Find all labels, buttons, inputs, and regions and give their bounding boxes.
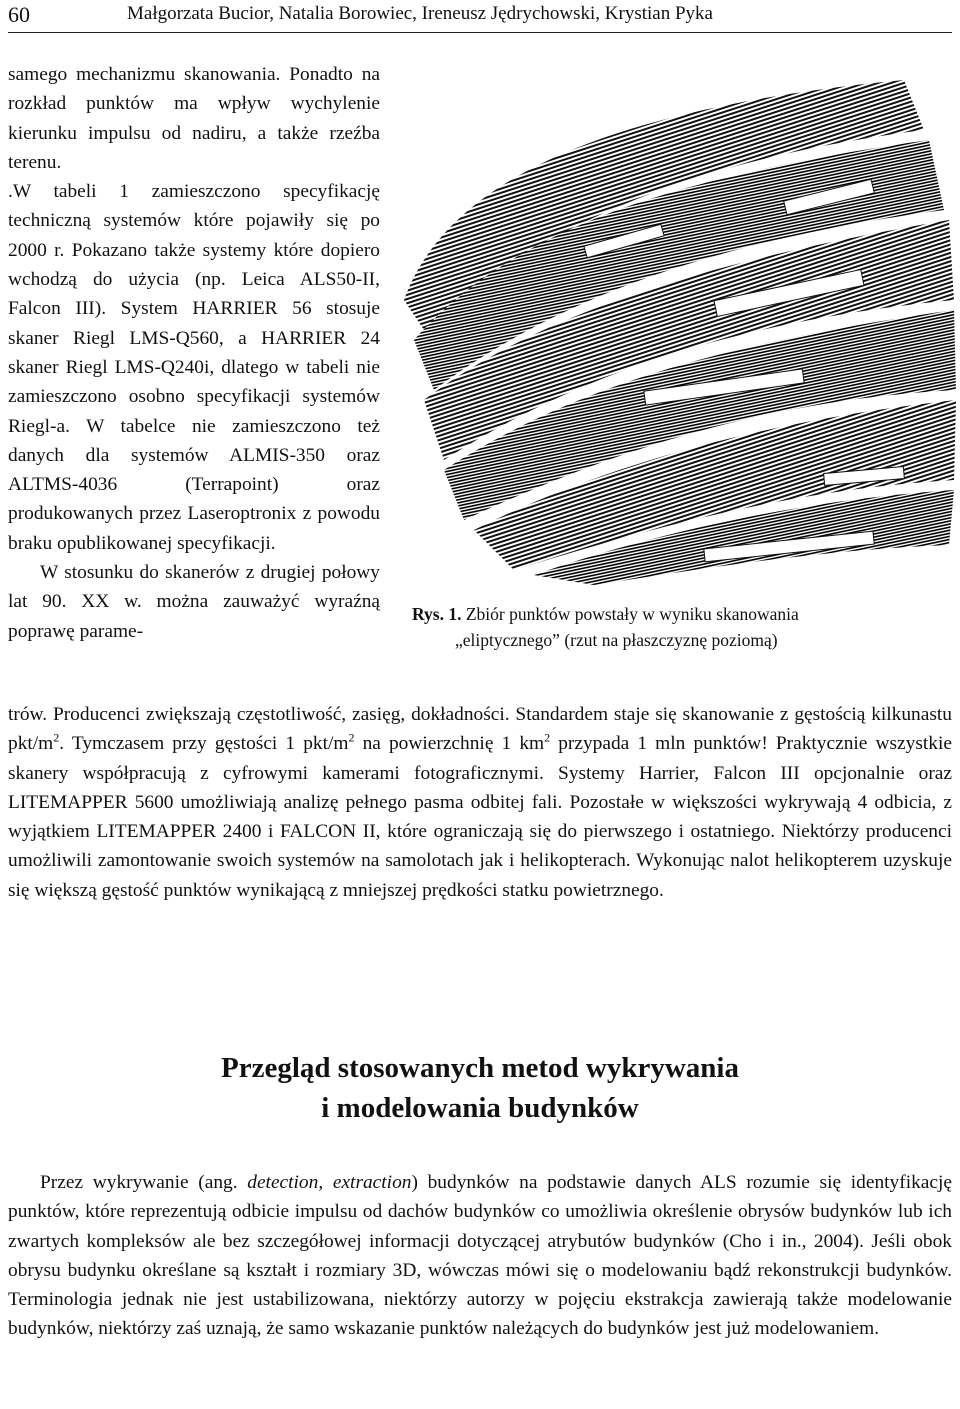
full-width-paragraph (8, 700, 952, 905)
figure-caption (412, 601, 932, 653)
figure-label: Rys. 1. (412, 604, 462, 624)
paragraph: samego mechanizmu skanowania. Ponadto na rozkład punktów ma wpływ wychylenie kierunku impulsu od nadiru, a także rzeźba terenu. (8, 64, 380, 173)
page-number: 60 (8, 2, 30, 27)
heading-line-1: Przegląd stosowanych metod wykrywania (221, 1052, 739, 1084)
caption-line-1: Zbiór punktów powstały w wyniku skanowania (465, 604, 799, 624)
left-column-text (8, 60, 380, 646)
superscript: 2 (544, 730, 551, 745)
text-span: ) budynków na podstawie danych ALS rozumie się identyfikację punktów, które reprezentują odbicie impulsu od dachów budynków co umożliwia określenie obrysów budynków lub ich zwartych kompleksów ale bez szczegółowej informacji dotyczącej atrybutów budynków (Cho i in., 2004). Jeśli obok obrysu budynku określane są kształt i rozmiary 3D, wówczas mówi się o modelowaniu bądź rekonstrukcji budynków. Terminologia jednak nie jest ustabilizowana, niektórzy autorzy w pojęciu ekstrakcja zawierają także modelowanie budynków, niektórzy zaś uznają, że samo wskazanie punktów należących do budynków jest już modelowaniem. (8, 1172, 952, 1340)
header-rule (8, 32, 952, 33)
text-span: na powierzchnię 1 km (354, 733, 545, 755)
point-cloud-figure (384, 70, 958, 590)
text-span: Przez wykrywanie (ang. (40, 1172, 248, 1193)
text-span: trów. Producenci zwiększają częstotliwość, zasięg, dokładności. Standardem staje się skanowanie z gęstością kilkunastu pkt/m (8, 704, 952, 755)
running-header-authors: Małgorzata Bucior, Natalia Borowiec, Ireneusz Jędrychowski, Krystian Pyka (127, 3, 713, 24)
superscript: 2 (53, 730, 60, 745)
superscript: 2 (348, 730, 355, 745)
text-span: przypada 1 mln punktów! Praktycznie wszystkie skanery współpracują z cyfrowymi kamerami fotograficznymi. Systemy Harrier, Falcon III opcjonalnie oraz LITEMAPPER 5600 umożliwiają analizę pełnego pasma odbitej fali. Pozostałe w większości wykrywają 4 odbicia, z wyjątkiem LITEMAPPER 2400 i FALCON II, które ograniczają się do pierwszego i ostatniego. Niektórzy producenci umożliwili zamontowanie swoich systemów na samolotach jak i helikopterach. Wykonując nalot helikopterem uzyskuje się większą gęstość punktów wynikającą z mniejszej prędkości statku powietrznego. (8, 733, 952, 901)
scan-strips (404, 80, 956, 585)
italic-term: detection, extraction (247, 1172, 412, 1193)
section-heading (0, 1048, 960, 1128)
caption-line-2: „eliptycznego” (rzut na płaszczyznę poziomą) (455, 630, 778, 650)
paragraph: .W tabeli 1 zamieszczono specyfikację techniczną systemów które pojawiły się po 2000 r. Pokazano także systemy które dopiero wchodzą do użycia (np. Leica ALS50-II, Falcon III). System HARRIER 56 stosuje skaner Riegl LMS-Q560, a HARRIER 24 skaner Riegl LMS-Q240i, dlatego w tabeli nie zamieszczono osobno specyfikacji systemów Riegl-a. W tabelce nie zamieszczono też danych dla systemów ALMIS-350 oraz ALTMS-4036 (Terrapoint) oraz produkowanych przez Laseroptronix z powodu braku opublikowanej specyfikacji. (8, 181, 380, 554)
paragraph: W stosunku do skanerów z drugiej połowy lat 90. XX w. można zauważyć wyraźną poprawę parame- (8, 562, 380, 642)
heading-line-2: i modelowania budynków (321, 1092, 639, 1124)
section-paragraph (8, 1168, 952, 1344)
text-span: . Tymczasem przy gęstości 1 pkt/m (59, 733, 349, 755)
page-header (8, 0, 952, 33)
